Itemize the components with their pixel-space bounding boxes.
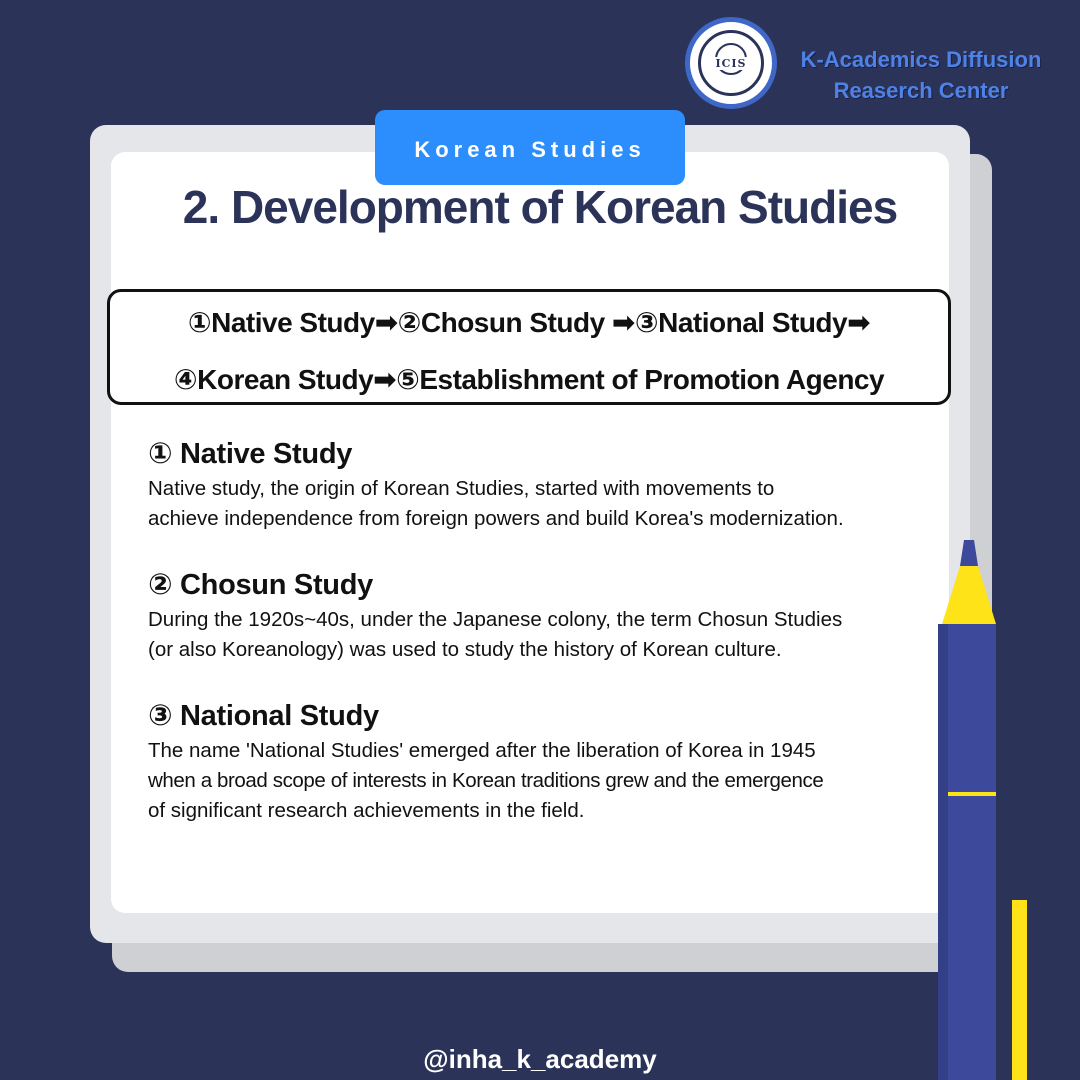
- body-line: achieve independence from foreign powers and build Korea's modernization.: [148, 507, 844, 530]
- category-tag: Korean Studies: [375, 110, 685, 185]
- social-handle: @inha_k_academy: [423, 1044, 657, 1074]
- section-national-study: [148, 698, 948, 826]
- section-native-study: [148, 436, 948, 534]
- body-line: During the 1920s~40s, under the Japanese colony, the term Chosun Studies: [148, 608, 843, 631]
- pen-icon: [930, 540, 1010, 1080]
- section-heading: ① Native Study: [148, 438, 353, 470]
- section-body: [148, 474, 948, 534]
- body-line: of significant research achievements in the field.: [148, 799, 585, 822]
- body-line: The name 'National Studies' emerged after the liberation of Korea in 1945: [148, 739, 816, 762]
- development-flow-box: [107, 289, 951, 405]
- logo-emblem: [698, 30, 764, 96]
- body-line: Native study, the origin of Korean Studies, started with movements to: [148, 477, 775, 500]
- icis-logo-icon: [685, 17, 777, 109]
- flow-line-2: ④Korean Study➡⑤Establishment of Promotion Agency: [173, 364, 885, 395]
- section-heading: ② Chosun Study: [148, 569, 373, 601]
- section-heading: ③ National Study: [148, 700, 379, 732]
- center-name-line1: K-Academics Diffusion: [800, 47, 1042, 72]
- body-line: (or also Koreanology) was used to study the history of Korean culture.: [148, 638, 782, 661]
- body-line: when a broad scope of interests in Korean traditions grew and the emergence: [148, 769, 824, 792]
- flow-line-1: ①Native Study➡②Chosun Study ➡③National Study➡: [187, 307, 871, 338]
- center-name: [790, 44, 1052, 106]
- section-body: [148, 736, 948, 826]
- logo-text: ICIS: [715, 56, 747, 70]
- center-name-line2: Reaserch Center: [833, 78, 1009, 103]
- page-title: 2. Development of Korean Studies: [182, 181, 898, 233]
- section-body: [148, 605, 948, 665]
- section-chosun-study: [148, 567, 948, 665]
